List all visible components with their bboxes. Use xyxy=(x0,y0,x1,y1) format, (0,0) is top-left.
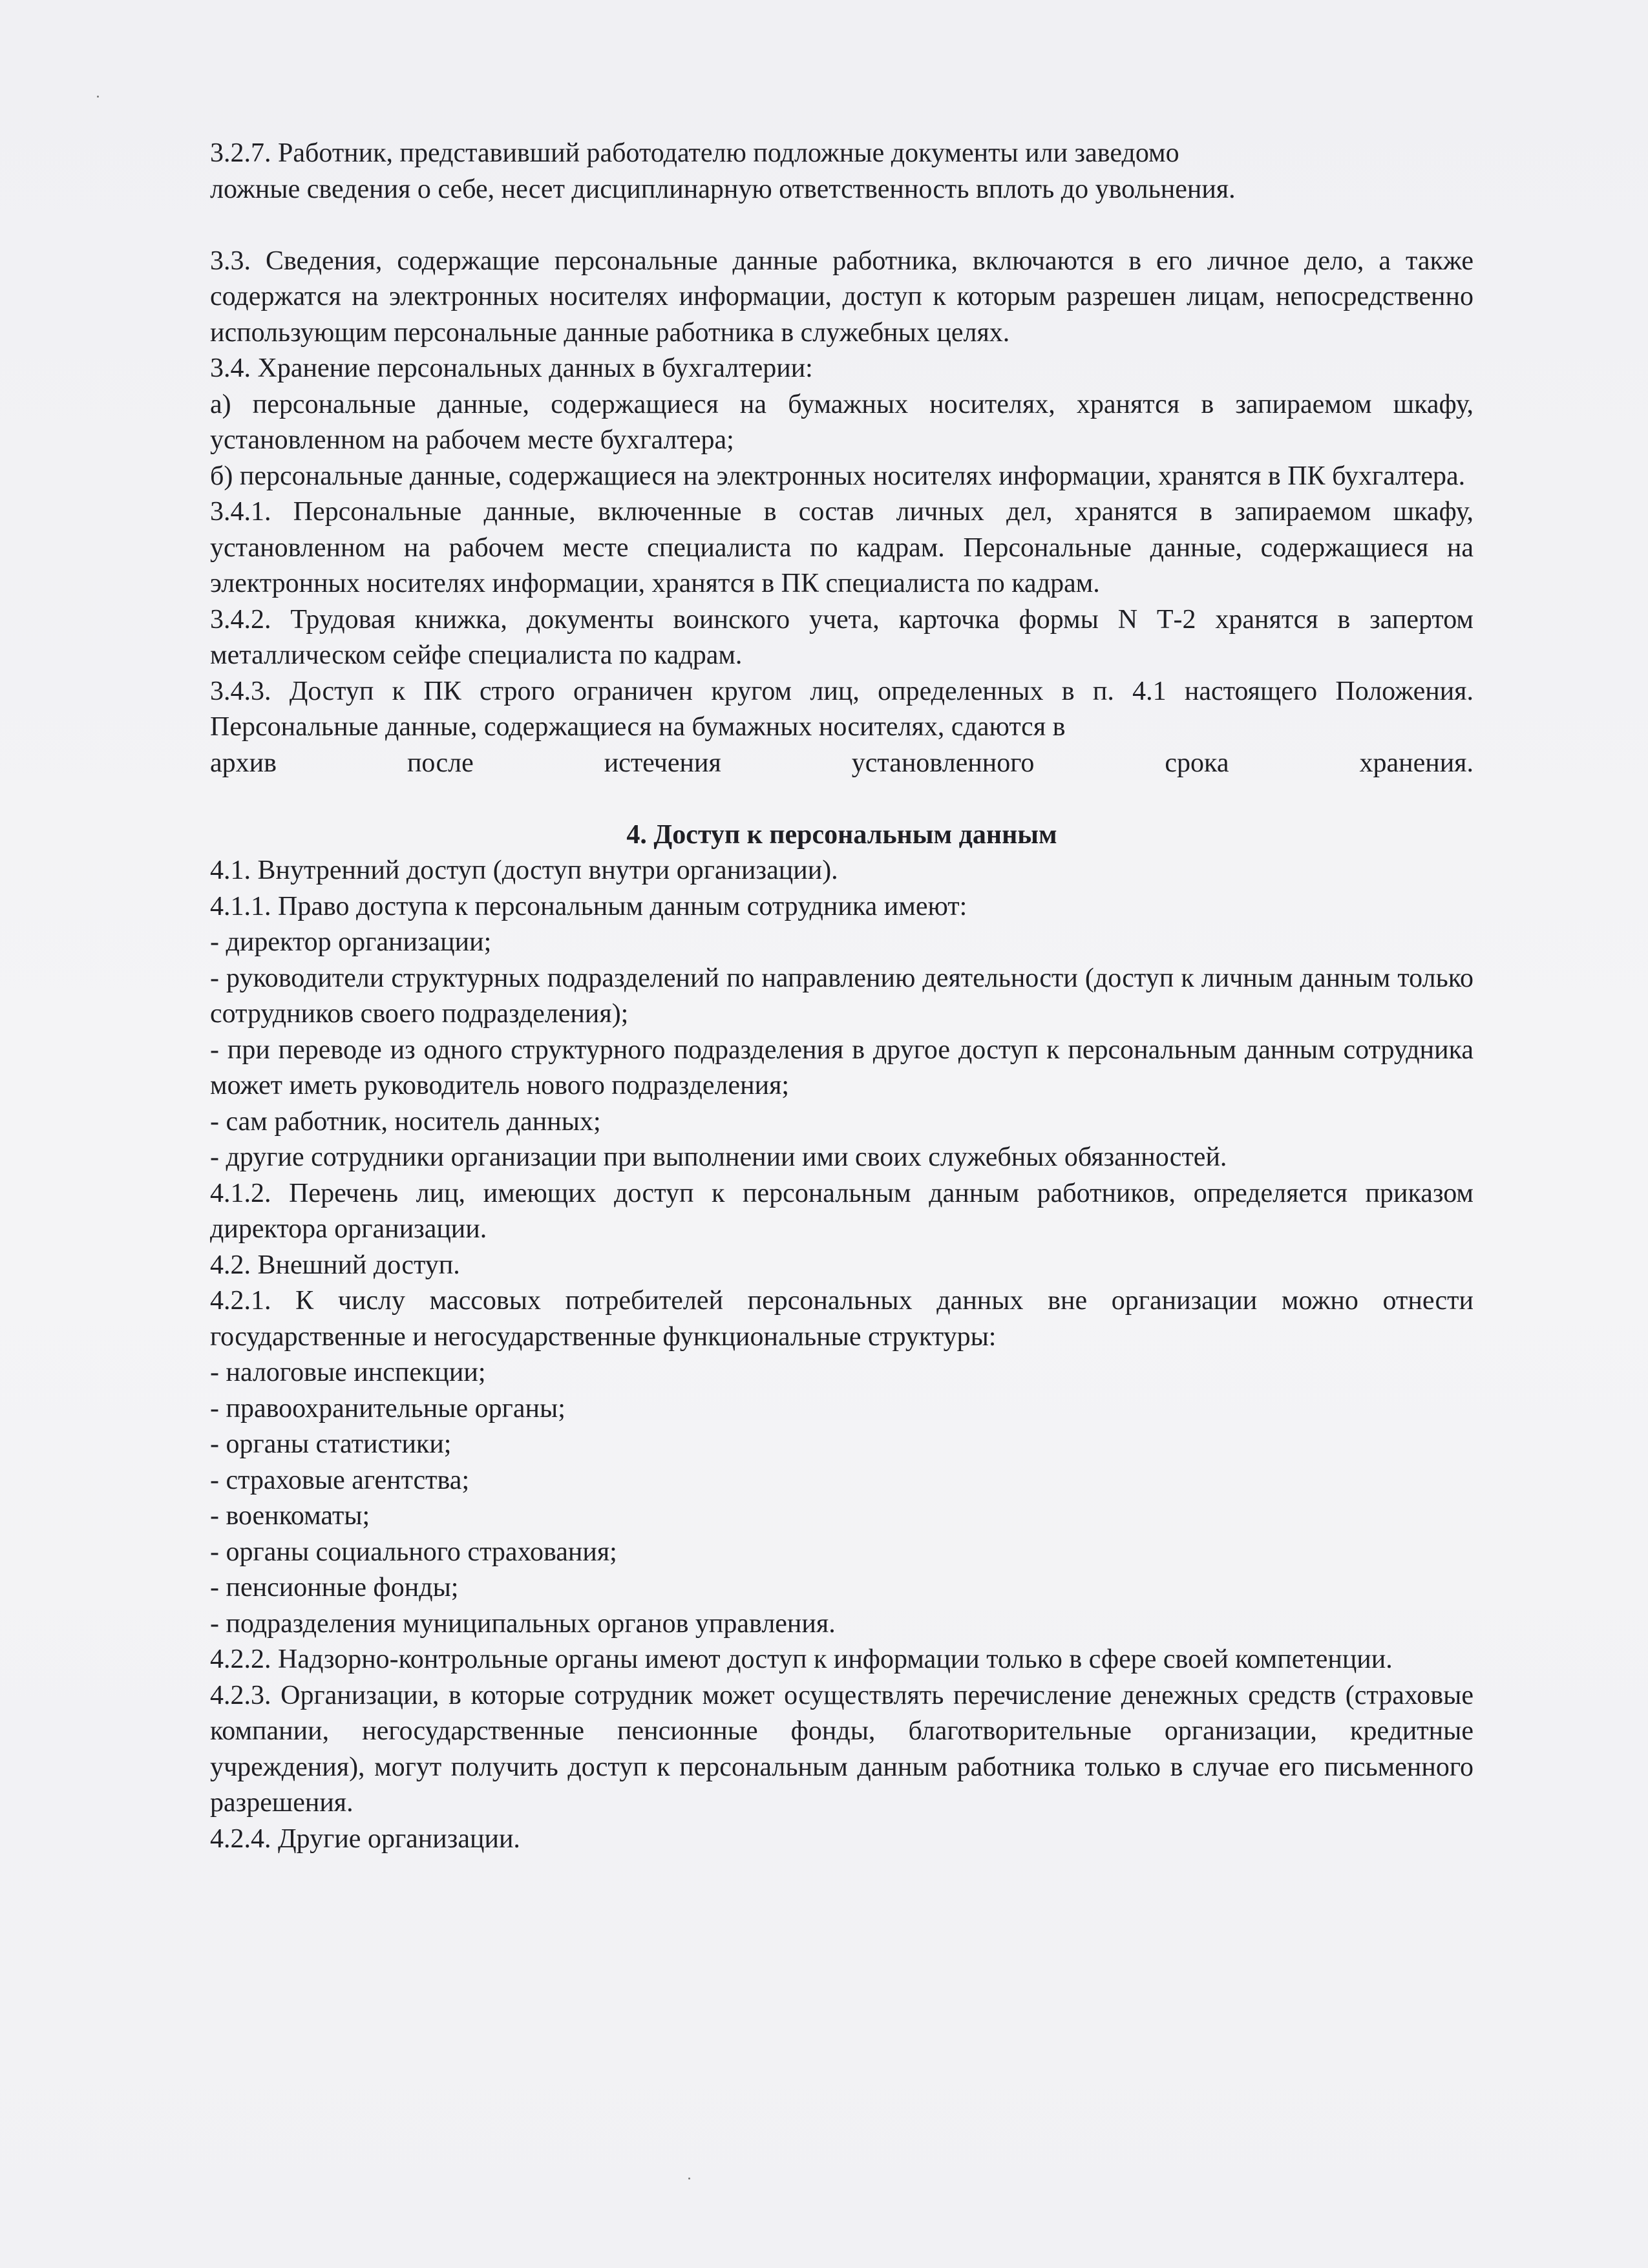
list-item: - директор организации; xyxy=(210,927,492,957)
list-item: - сам работник, носитель данных; xyxy=(210,1106,601,1137)
paragraph: 3.4. Хранение персональных данных в бухгалтерии: xyxy=(210,353,813,383)
spread-line: архив после истечения установленного срока хранения. xyxy=(210,748,1474,778)
paragraph: 3.4.1. Персональные данные, включенные в состав личных дел, хранятся в запираемом шкафу, установленном на рабочем месте специалиста по кадрам. Персональные данные, содержащиеся на электронных носителях информации, хранятся в ПК специалиста по кадрам. xyxy=(210,497,1474,598)
text-line: 3.2.7. Работник, представивший работодателю подложные документы или заведомо xyxy=(210,138,1179,168)
scan-speck xyxy=(688,2178,690,2179)
blank-line xyxy=(210,207,1474,244)
scan-speck xyxy=(97,96,99,98)
blank-line xyxy=(210,781,1474,817)
list-item: - другие сотрудники организации при выполнении ими своих служебных обязанностей. xyxy=(210,1142,1227,1172)
paragraph: б) персональные данные, содержащиеся на электронных носителях информации, хранятся в ПК бухгалтера. xyxy=(210,461,1466,491)
paragraph: 3.4.2. Трудовая книжка, документы воинского учета, карточка формы N Т-2 хранятся в запертом металлическом сейфе специалиста по кадрам. xyxy=(210,604,1474,670)
paragraph: 4.1. Внутренний доступ (доступ внутри организации). xyxy=(210,856,838,885)
paragraph: 4.1.1. Право доступа к персональным данным сотрудника имеют: xyxy=(210,891,967,921)
text-line: ложные сведения о себе, несет дисциплинарную ответственность вплоть до увольнения. xyxy=(210,174,1236,204)
paragraph: 3.4.3. Доступ к ПК строго ограничен кругом лиц, определенных в п. 4.1 настоящего Положения. Персональные данные, содержащиеся на бумажных носителях, сдаются в xyxy=(210,676,1474,742)
section-heading: 4. Доступ к персональным данным xyxy=(626,819,1057,850)
paragraph: 4.1.2. Перечень лиц, имеющих доступ к персональным данным работников, определяется приказом директора организации. xyxy=(210,1178,1474,1244)
list-item: - правоохранительные органы; xyxy=(210,1393,565,1423)
paragraph: а) персональные данные, содержащиеся на бумажных носителях, хранятся в запираемом шкафу, установленном на рабочем месте бухгалтера; xyxy=(210,389,1474,455)
list-item: - руководители структурных подразделений по направлению деятельности (доступ к личным данным только сотрудников своего подразделения); xyxy=(210,963,1474,1029)
document-body xyxy=(210,136,1474,1857)
list-item: - налоговые инспекции; xyxy=(210,1358,486,1387)
list-item: - органы социального страхования; xyxy=(210,1537,617,1567)
paragraph: 4.2.1. К числу массовых потребителей персональных данных вне организации можно отнести государственные и негосударственные функциональные структуры: xyxy=(210,1286,1474,1352)
list-item: - подразделения муниципальных органов управления. xyxy=(210,1608,836,1639)
list-item: - пенсионные фонды; xyxy=(210,1573,459,1602)
list-item: - при переводе из одного структурного подразделения в другое доступ к персональным данным сотрудника может иметь руководитель нового подразделения; xyxy=(210,1034,1474,1100)
paragraph: 4.2.2. Надзорно-контрольные органы имеют доступ к информации только в сфере своей компетенции. xyxy=(210,1644,1393,1674)
list-item: - страховые агентства; xyxy=(210,1465,470,1495)
list-item: - военкоматы; xyxy=(210,1501,370,1531)
paragraph: 3.3. Сведения, содержащие персональные данные работника, включаются в его личное дело, а также содержатся на электронных носителях информации, доступ к которым разрешен лицам, непосредственно использующим персональные данные работника в служебных целях. xyxy=(210,246,1474,348)
paragraph: 4.2.4. Другие организации. xyxy=(210,1823,520,1854)
paragraph: 4.2.3. Организации, в которые сотрудник может осуществлять перечисление денежных средств (страховые компании, негосударственные пенсионные фонды, благотворительные организации, кредитные учреждения), могут получить доступ к персональным данным работника только в случае его письменного разрешения. xyxy=(210,1680,1474,1818)
list-item: - органы статистики; xyxy=(210,1429,452,1459)
paragraph: 4.2. Внешний доступ. xyxy=(210,1250,460,1280)
